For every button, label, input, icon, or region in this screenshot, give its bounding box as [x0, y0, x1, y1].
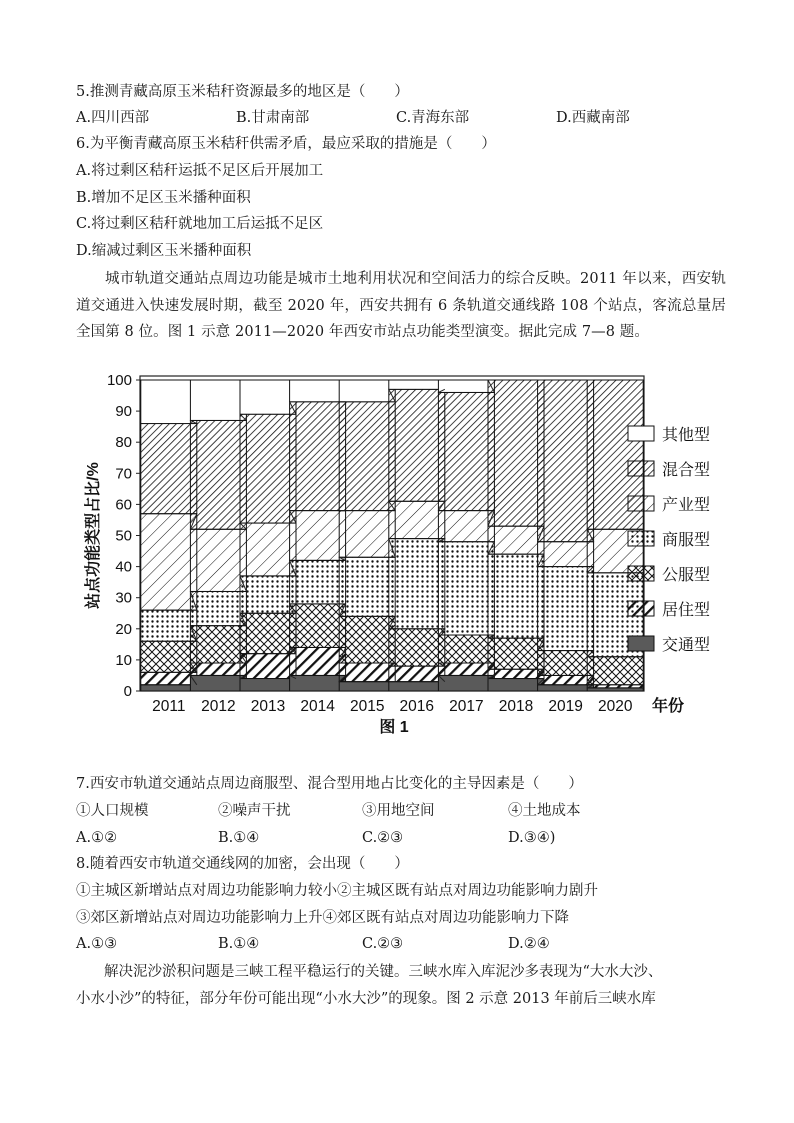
bar-2015-公服型 [339, 616, 395, 663]
legend-label: 交通型 [662, 637, 711, 654]
bar-2013-公服型 [240, 613, 296, 653]
x-tick-label: 2017 [449, 698, 484, 715]
q7-option-d: D.③④) [508, 830, 556, 846]
q5-option-a: A.四川西部 [76, 110, 150, 126]
bar-2020-公服型 [587, 657, 643, 685]
x-tick-label: 2012 [201, 698, 236, 715]
q7-stem: 7.西安市轨道交通站点周边商服型、混合型用地占比变化的主导因素是（ ） [76, 776, 583, 792]
bar-2012-其他型 [190, 380, 246, 420]
q7-option-c: C.②③ [362, 830, 404, 846]
bar-2012-产业型 [190, 529, 246, 591]
bar-2016-商服型 [389, 539, 445, 629]
bar-2011-商服型 [141, 610, 197, 641]
bar-2011-混合型 [141, 424, 197, 514]
legend-label: 混合型 [662, 462, 711, 479]
x-tick-label: 2016 [399, 698, 435, 715]
x-tick-label: 2020 [597, 698, 633, 715]
legend-label: 居住型 [662, 602, 711, 619]
legend-swatch-公服型 [628, 566, 654, 581]
bar-2015-商服型 [339, 557, 395, 616]
legend-label: 公服型 [662, 567, 711, 584]
y-tick-label: 40 [115, 558, 132, 576]
bar-2019-交通型 [538, 685, 594, 691]
q7-option-b: B.①④ [218, 830, 260, 846]
bar-2018-交通型 [488, 679, 544, 691]
x-tick-label: 2019 [548, 698, 583, 715]
q8-statements-2: ③郊区新增站点对周边功能影响力上升④郊区既有站点对周边功能影响力下降 [76, 910, 569, 926]
bar-2018-混合型 [488, 380, 544, 526]
bar-2013-混合型 [240, 414, 296, 523]
figure-caption: 图 1 [379, 719, 409, 736]
q8-option-b: B.①④ [218, 936, 260, 952]
bar-2014-其他型 [290, 380, 346, 402]
q8-option-c: C.②③ [362, 936, 404, 952]
y-tick-label: 90 [115, 403, 132, 421]
bar-2018-产业型 [488, 526, 544, 554]
bar-2016-其他型 [389, 380, 445, 389]
bar-2013-居住型 [240, 654, 296, 679]
bar-2018-商服型 [488, 554, 544, 638]
bar-2017-公服型 [438, 635, 494, 663]
x-tick-label: 2011 [152, 698, 186, 715]
bar-2011-交通型 [141, 685, 197, 691]
legend-label: 产业型 [662, 497, 711, 514]
legend-label: 其他型 [662, 427, 711, 444]
bar-2016-公服型 [389, 629, 445, 666]
q8-option-d: D.②④ [508, 936, 550, 952]
bar-2018-公服型 [488, 638, 544, 669]
q5-stem: 5.推测青藏高原玉米秸秆资源最多的地区是（ ） [76, 84, 409, 100]
passage-sediment-line2: 小水小沙”的特征，部分年份可能出现“小水大沙”的现象。图 2 示意 2013 年前后三峡水库 [76, 991, 656, 1007]
bar-2017-商服型 [438, 542, 494, 635]
q6-option-c: C.将过剩区秸秆就地加工后运抵不足区 [76, 216, 324, 232]
passage-sediment-line1: 解决泥沙淤积问题是三峡工程平稳运行的关键。三峡水库入库泥沙多表现为“大水大沙、 [104, 964, 663, 980]
y-tick-label: 80 [115, 434, 132, 452]
q6-option-a: A.将过剩区秸秆运抵不足区后开展加工 [76, 163, 324, 179]
legend-swatch-其他型 [628, 426, 654, 441]
y-tick-label: 10 [115, 651, 132, 669]
bar-2016-产业型 [389, 501, 445, 538]
bar-2017-产业型 [438, 511, 494, 542]
q8-stem: 8.随着西安市轨道交通线网的加密，会出现（ ） [76, 856, 409, 872]
bar-2018-居住型 [488, 669, 544, 678]
bar-2017-居住型 [438, 663, 494, 675]
bar-2012-交通型 [190, 675, 246, 691]
bar-2011-公服型 [141, 641, 197, 672]
legend-swatch-居住型 [628, 601, 654, 616]
bar-2019-居住型 [538, 675, 594, 684]
bar-2011-其他型 [141, 380, 197, 424]
bar-2012-商服型 [190, 591, 246, 625]
bar-2019-混合型 [538, 380, 594, 542]
q8-statements-1: ①主城区新增站点对周边功能影响力较小②主城区既有站点对周边功能影响力剧升 [76, 883, 598, 899]
q8-option-a: A.①③ [76, 936, 118, 952]
q7-factor-2: ②噪声干扰 [218, 803, 291, 819]
bar-2011-产业型 [141, 514, 197, 610]
x-tick-label: 2014 [300, 698, 335, 715]
q5-option-c: C.青海东部 [396, 110, 470, 126]
bar-2014-居住型 [290, 647, 346, 675]
legend-swatch-混合型 [628, 461, 654, 476]
legend-swatch-产业型 [628, 496, 654, 511]
bar-2012-公服型 [190, 626, 246, 663]
bar-2014-混合型 [290, 402, 346, 511]
q7-option-a: A.①② [76, 830, 118, 846]
q7-factor-1: ①人口规模 [76, 803, 149, 819]
legend-label: 商服型 [662, 532, 711, 549]
q5-option-d: D.西藏南部 [556, 110, 630, 126]
x-tick-label: 2013 [250, 698, 286, 715]
bar-2019-产业型 [538, 542, 594, 567]
q6-option-b: B.增加不足区玉米播种面积 [76, 190, 251, 206]
q6-stem: 6.为平衡青藏高原玉米秸秆供需矛盾，最应采取的措施是（ ） [76, 136, 496, 152]
q6-option-d: D.缩减过剩区玉米播种面积 [76, 243, 252, 259]
bar-2016-混合型 [389, 389, 445, 501]
y-tick-label: 20 [115, 620, 132, 638]
x-tick-label: 2018 [498, 698, 534, 715]
bar-2015-交通型 [339, 682, 395, 691]
bar-2017-混合型 [438, 392, 494, 510]
y-tick-label: 100 [106, 372, 132, 389]
bar-2013-交通型 [240, 679, 296, 691]
bar-2014-产业型 [290, 511, 346, 561]
bar-2013-产业型 [240, 523, 296, 576]
y-tick-label: 70 [115, 465, 132, 483]
bar-2017-其他型 [438, 380, 494, 392]
x-tick-label: 2015 [349, 698, 385, 715]
x-axis-label: 年份 [652, 698, 685, 715]
legend-swatch-交通型 [628, 636, 654, 651]
bar-2016-居住型 [389, 666, 445, 682]
bar-2011-居住型 [141, 672, 197, 684]
q7-factor-3: ③用地空间 [362, 803, 435, 819]
passage-rail-transit: 城市轨道交通站点周边功能是城市土地利用状况和空间活力的综合反映。2011 年以来，西安轨道交通进入快速发展时期，截至 2020 年，西安共拥有 6 条轨道交通线路 108 个站点，客流总量居全国第 8 位。图 1 示意 2011—2020 年西安市站点功能类型演变。据此完成 7—8 题。 [76, 271, 726, 340]
figure-1-chart [80, 364, 730, 744]
y-tick-label: 60 [115, 496, 132, 514]
bar-2014-公服型 [290, 604, 346, 648]
bar-2013-其他型 [240, 380, 296, 414]
y-tick-label: 30 [115, 589, 132, 607]
bar-2019-公服型 [538, 651, 594, 676]
q5-option-b: B.甘肃南部 [236, 110, 310, 126]
y-axis-label: 站点功能类型占比/% [85, 462, 102, 609]
y-tick-label: 0 [123, 683, 132, 700]
bar-2012-居住型 [190, 663, 246, 675]
bar-2017-交通型 [438, 675, 494, 691]
bar-2012-混合型 [190, 420, 246, 529]
bar-2016-交通型 [389, 682, 445, 691]
bar-2014-交通型 [290, 675, 346, 691]
bar-2015-混合型 [339, 402, 395, 511]
bar-2019-商服型 [538, 567, 594, 651]
legend-swatch-商服型 [628, 531, 654, 546]
bar-2013-商服型 [240, 576, 296, 613]
bar-2014-商服型 [290, 560, 346, 604]
bar-2015-其他型 [339, 380, 395, 402]
bar-2015-产业型 [339, 511, 395, 558]
bar-2015-居住型 [339, 663, 395, 682]
q7-factor-4: ④土地成本 [508, 803, 581, 819]
y-tick-label: 50 [115, 527, 132, 545]
